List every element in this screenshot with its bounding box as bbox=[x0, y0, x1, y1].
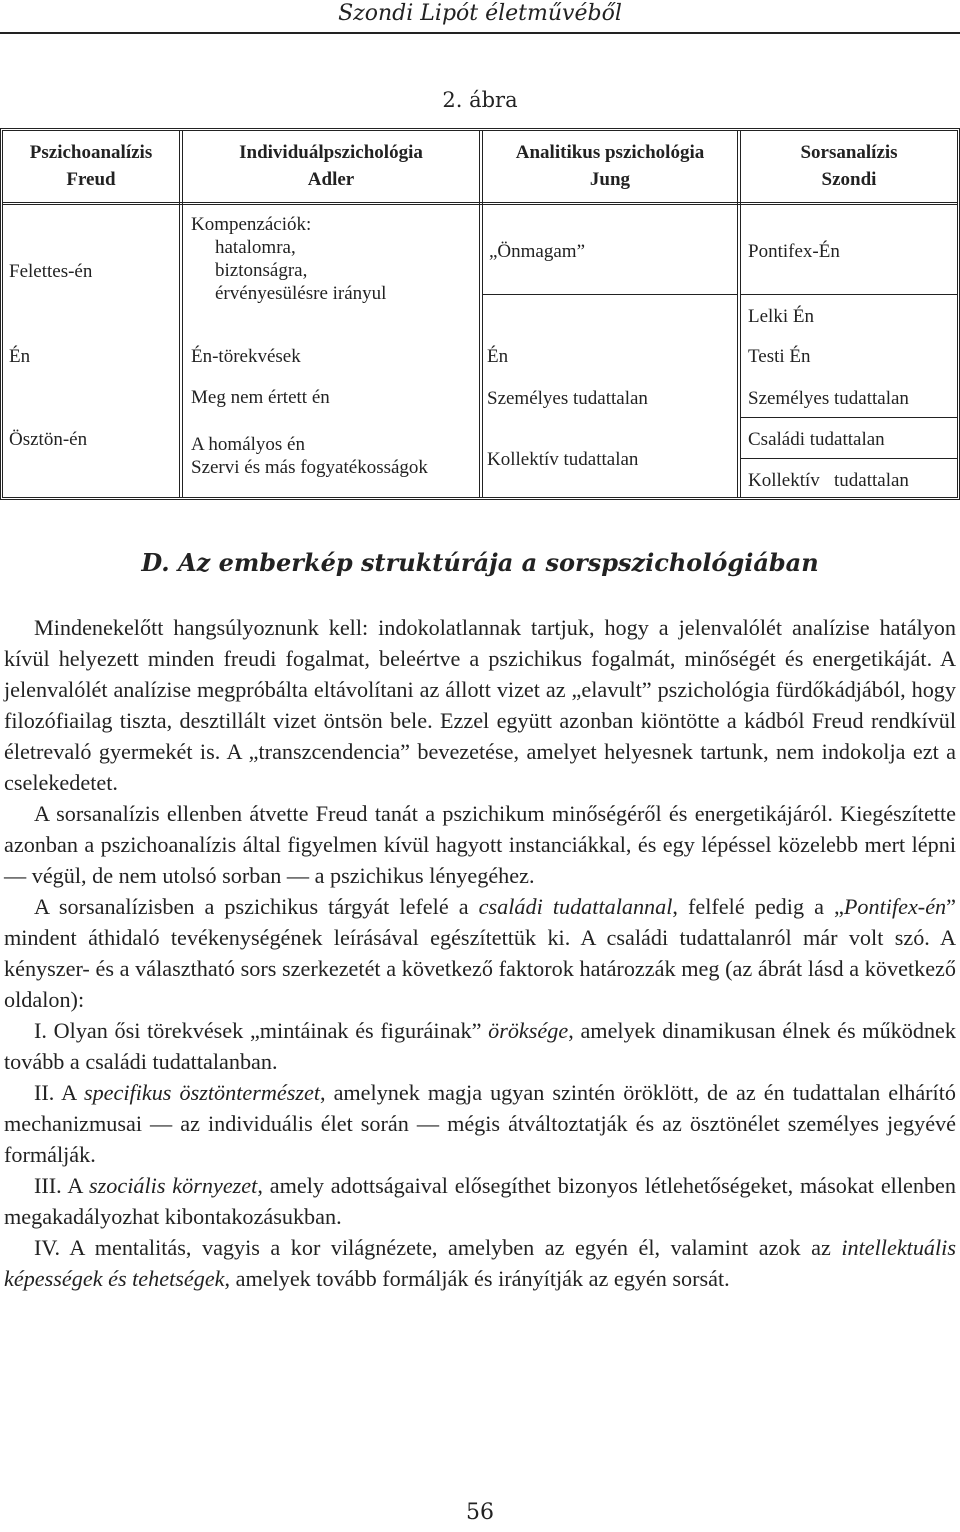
italic-term: családi tudattalannal bbox=[478, 894, 673, 919]
header-adler-subtitle: Adler bbox=[307, 169, 355, 190]
szondi-pontifex-en: Pontifex-Én bbox=[748, 241, 840, 262]
jung-onmagam: „Önmagam” bbox=[489, 241, 586, 262]
adler-szervi: Szervi és más fogyatékosságok bbox=[191, 457, 428, 478]
jung-kollektiv-tudattalan: Kollektív tudattalan bbox=[487, 449, 639, 470]
paragraph: Mindenekelőtt hangsúlyoznunk kell: indokolatlannak tartjuk, hogy a jelenvalólét analízise hatályon kívül helyezett minden freudi fogalmat, beleértve a pszichikus fogalmát, minőségét és energetikáját. A jelenvalólét analízise megpróbálta eltávolítani az állott vizet az „elavult” pszichológia fürdőkádjából, hogy filozófiailag tiszta, desztillált vizet öntsön bele. Ezzel együtt azonban kiöntötte a kádból Freud rendkívül életrevaló gyermekét is. A „transzcendencia” bevezetése, amelyet helyesnek tartunk, nem indokolja ezt a cselekedetet. bbox=[4, 615, 956, 795]
jung-en: Én bbox=[487, 346, 509, 367]
paragraph: A sorsanalízis ellenben átvette Freud tanát a pszichikum minőségéről és energetikájáról. Kiegészítette azonban a pszichoanalízis által figyelmen kívül hagyott instanciákkal, és egy lépéssel közelebb mert lépni — végül, de nem utolsó sorban — a pszichikus lényegéhez. bbox=[4, 801, 956, 888]
column-divider-2 bbox=[479, 131, 480, 497]
paragraph bbox=[4, 891, 956, 1015]
header-szondi-subtitle: Szondi bbox=[821, 169, 877, 190]
body-text bbox=[4, 612, 956, 1294]
text-run: , amelyek tovább formálják és irányítják az egyén sorsát. bbox=[224, 1266, 730, 1291]
italic-term: szociális környezet bbox=[89, 1173, 258, 1198]
szondi-row-divider-2 bbox=[741, 417, 957, 418]
text-run: , amelynek magja ugyan szintén öröklött, de az én tudattalan elhárító mechanizmusai — az individuális élet során — mégis átváltoztatják és az ösztönélet személyes jegyévé formálják. bbox=[4, 1080, 956, 1167]
header-szondi-title: Sorsanalízis bbox=[800, 142, 898, 163]
list-item bbox=[4, 1015, 956, 1077]
list-item bbox=[4, 1077, 956, 1170]
szondi-csaladi-tudattalan: Családi tudattalan bbox=[748, 429, 885, 450]
adler-kompenzaciok-item: hatalomra, bbox=[215, 237, 296, 258]
text-run: IV. A mentalitás, vagyis a kor világnézete, amelyben az egyén él, valamint azok az bbox=[34, 1235, 842, 1260]
page-number: 56 bbox=[466, 1500, 494, 1525]
header-adler-title: Individuálpszichológia bbox=[239, 142, 423, 163]
column-divider-1 bbox=[179, 131, 180, 497]
jung-szemelyes-tudattalan: Személyes tudattalan bbox=[487, 388, 648, 409]
header-freud bbox=[3, 139, 179, 193]
text-run: ” mindent áthidaló tevékenységének leírásával egészítettük ki. A családi tudattalanról már volt szó. A kényszer- és a választható sors szerkezetét a következő faktorok határozzák meg (az ábrát lásd a következő oldalon): bbox=[4, 894, 956, 1012]
header-adler bbox=[183, 139, 479, 193]
szondi-testi-en: Testi Én bbox=[748, 346, 811, 367]
text-run: II. A bbox=[34, 1080, 84, 1105]
adler-en-torekvesek: Én-törekvések bbox=[191, 346, 301, 367]
figure-label: 2. ábra bbox=[442, 88, 518, 112]
italic-term: öröksége bbox=[488, 1018, 569, 1043]
text-run: , amelyek dinamikusan élnek és működnek tovább a családi tudattalanban. bbox=[4, 1018, 956, 1074]
freud-felettes-en: Felettes-én bbox=[9, 261, 93, 282]
adler-kompenzaciok-item: biztonságra, bbox=[215, 260, 308, 281]
running-head: Szondi Lipót életművéből bbox=[338, 1, 622, 26]
szondi-row-divider-1 bbox=[741, 294, 957, 295]
column-divider-3 bbox=[737, 131, 738, 497]
adler-kompenzaciok-item: érvényesülésre irányul bbox=[215, 283, 387, 304]
header-jung bbox=[483, 139, 737, 193]
jung-row-divider bbox=[483, 294, 737, 295]
column-divider-1b bbox=[182, 131, 183, 497]
header-jung-title: Analitikus pszichológia bbox=[515, 142, 705, 163]
header-freud-subtitle: Freud bbox=[66, 169, 116, 190]
freud-en: Én bbox=[9, 346, 31, 367]
list-item bbox=[4, 1170, 956, 1232]
comparison-table bbox=[0, 128, 960, 500]
section-title: D. Az emberkép struktúrája a sorspszichológiában bbox=[141, 548, 819, 577]
header-divider bbox=[3, 202, 957, 205]
szondi-kollektiv-tudattalan: Kollektív tudattalan bbox=[748, 470, 909, 491]
header-rule bbox=[0, 32, 960, 34]
header-szondi bbox=[741, 139, 957, 193]
italic-term: specifikus ösztöntermészet bbox=[83, 1080, 320, 1105]
szondi-szemelyes-tudattalan: Személyes tudattalan bbox=[748, 388, 909, 409]
adler-meg-nem-ertett-en: Meg nem értett én bbox=[191, 387, 330, 408]
text-run: , felfelé pedig a „ bbox=[672, 894, 844, 919]
column-divider-2b bbox=[482, 131, 483, 497]
italic-term: intellektuális képességek és tehetségek bbox=[4, 1235, 956, 1291]
adler-homalyos-en: A homályos én bbox=[191, 434, 305, 455]
adler-kompenzaciok-title: Kompenzációk: bbox=[191, 214, 312, 235]
szondi-lelki-en: Lelki Én bbox=[748, 306, 814, 327]
header-jung-subtitle: Jung bbox=[589, 169, 631, 190]
freud-oszton-en: Ösztön-én bbox=[9, 429, 88, 450]
header-freud-title: Pszichoanalízis bbox=[29, 142, 153, 163]
text-run: III. A bbox=[34, 1173, 90, 1198]
list-item bbox=[4, 1232, 956, 1294]
text-run: A sorsanalízisben a pszichikus tárgyát lefelé a bbox=[34, 894, 479, 919]
text-run: I. Olyan ősi törekvések „mintáinak és figuráinak” bbox=[34, 1018, 489, 1043]
column-divider-3b bbox=[740, 131, 741, 497]
szondi-row-divider-3 bbox=[741, 458, 957, 459]
italic-term: Pontifex-én bbox=[843, 894, 947, 919]
text-run: , amely adottságaival elősegíthet bizonyos létlehetőségeket, másokat ellenben megakadályozhat kibontakozásukban. bbox=[4, 1173, 956, 1229]
